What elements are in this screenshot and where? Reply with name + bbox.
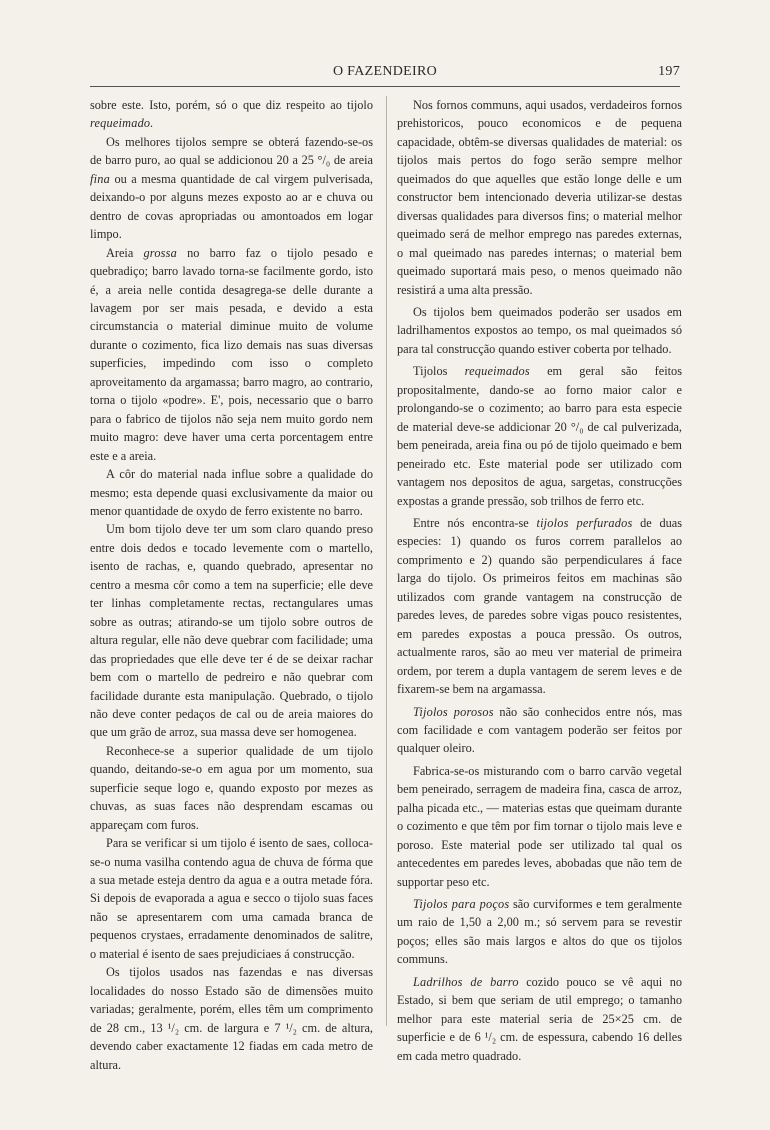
paragraph [397, 703, 682, 758]
italic-term: requeimados [464, 364, 530, 379]
paragraph [90, 244, 373, 465]
header-rule [90, 86, 680, 87]
paragraph: A côr do material nada influe sobre a qualidade do mesmo; esta depende quasi exclusivamente da maior ou menor quantidade de oxydo de ferro existente no barro. [90, 467, 373, 518]
paragraph: Reconhece-se a superior qualidade de um tijolo quando, deitando-se-o em agua por um momento, sua superficie seque logo e, quando exposto por mezes as chuvas, as suas faces não desprendam escamas ou appareçam com furos. [90, 743, 373, 832]
italic-term: grossa [143, 245, 177, 260]
italic-term: Tijolos para poços [413, 897, 510, 912]
paragraph: Os tijolos bem queimados poderão ser usados em ladrilhamentos expostos ao tempo, os mal queimados só para tal construcção quando estiver coberta por telhado. [397, 304, 682, 356]
italic-term: Ladrilhos de barro [413, 974, 519, 989]
text-run: são curviformes e tem geralmente um raio de 1,50 a 2,00 m.; só servem para se revestir poços; elles são mais largos e altos do que os tijolos communs. [397, 897, 682, 967]
paragraph [397, 895, 682, 969]
page-number: 197 [658, 64, 680, 79]
paragraph [90, 133, 373, 244]
column-divider [386, 96, 387, 1026]
journal-title: O FAZENDEIRO [332, 64, 438, 79]
text-run: Areia [106, 245, 144, 260]
text-run: não são conhecidos entre nós, mas com facilidade e com vantagem poderão ser feitos por qualquer oleiro. [397, 704, 682, 756]
text-run: Os melhores tijolos sempre se obterá fazendo-se-os de barro puro, ao qual se addicionou 20 a 25 °/₀ de areia [90, 134, 373, 168]
paragraph [397, 362, 682, 510]
paragraph: Um bom tijolo deve ter um som claro quando preso entre dois dedos e tocado levemente com o martello, isento de rachas, e, quando quebrado, apresentar no centro a mesma côr como a tem na superficie; elle deve ter linhas completamente rectas, rectangulares umas sobre as outras; atirando-se um tijolo sobre outros de altura regular, elle não deve quebrar com facilidade; uma das propriedades que elle deve ter é de se deixar rachar bem com o martello de pedreiro e não quebrar com facilidade durante esta manipulação. Quebrado, o tijolo não deve conter pedaços de cal ou de areia maiores do que um grão de arroz, sua massa deve ser homogenea. [90, 522, 373, 740]
right-column [397, 96, 682, 1065]
paragraph: Nos fornos communs, aqui usados, verdadeiros fornos prehistoricos, pouco economicos e de pequena capacidade, obtêm-se diversas qualidades de material: os tijolos mais pertos do fogo serão sempre melhor queimados do que aquelles que estão longe delle e um constructor bem intencionado deveria utilizar-se destas diversas qualidades para diversos fins; o material melhor queimado será de melhor emprego nas paredes externas, o mal queimado nas paredes internas; o material bem queimado suportará mais peso, o menos queimado não resistirá a uma alta pressão. [397, 98, 682, 297]
paragraph: Os tijolos usados nas fazendas e nas diversas localidades do nosso Estado são de dimensões muito variadas; geralmente, porém, elles têm um comprimento de 28 cm., 13 ¹/₂ cm. de largura e 7 ¹/₂ cm. de altura, devendo caber exactamente 12 fiadas em cada metro de altura. [90, 965, 373, 1072]
italic-term: tijolos perfurados [536, 515, 633, 530]
text-run: em geral são feitos propositalmente, dando-se ao forno maior calor e prolongando-se o cozimento; ao barro para esta especie de material deve-se addicionar 20 °/₀ de cal pulverizada, bem peneirada, areia fina ou pó de tijolo queimado e bem peneirado etc. Este material pode ser utilizado com vantagem nos depositos de agua, sargetas, construcções expostas a grande pressão, sob trilhos de ferro etc. [397, 364, 682, 508]
text-run: ou a mesma quantidade de cal virgem pulverisada, deixando-o por alguns mezes exposto ao ar e chuva ou dentro de covas apropriadas ou amontoados em logar limpo. [90, 171, 373, 242]
paragraph: Para se verificar si um tijolo é isento de saes, colloca-se-o numa vasilha contendo agua de chuva de fórma que a sua metade esteja dentro da agua e a outra metade fóra. Si depois de evaporada a agua e secco o tijolo suas faces não se apresentarem com uma camada branca de pequenos crystaes, erradamente denominados de salitre, o material é isento de saes prejudiciaes á construcção. [90, 836, 373, 961]
text-run: no barro faz o tijolo pesado e quebradiço; barro lavado torna-se facilmente gordo, isto é, a areia nelle contida desagrega-se delle durante a lavagem por ser mais pesada, e devido a esta circumstancia o material diminue muito de volume durante o cozimento, fica lizo demais nas suas diversas superficies, impedindo com isso o completo aproveitamento da argamassa; barro magro, ao contrario, torna o tijolo «podre». E', pois, necessario que o barro para o fabrico de tijolos não seja nem muito gordo nem muito magro: deve haver uma certa porcentagem entre este e a areia. [90, 245, 373, 463]
italic-term: requeimado. [90, 116, 154, 131]
running-header [90, 64, 680, 84]
italic-term: fina [90, 171, 110, 186]
italic-term: Tijolos porosos [413, 704, 494, 719]
text-run: cozido pouco se vê aqui no Estado, si bem que seriam de util emprego; o tamanho melhor para este material seria de 25×25 cm. de superficie e de 6 ¹/₂ cm. de espessura, cabendo 16 delles em cada metro quadrado. [397, 974, 682, 1063]
paragraph: Fabrica-se-os misturando com o barro carvão vegetal bem peneirado, serragem de madeira fina, casca de arroz, palha picada etc., — materias estas que queimam durante o cozimento e que têm por fim tornar o tijolo mais leve e poroso. Este material pode ser utilizado tal qual os antecedentes em paredes leves, abobadas que não tem de supportar peso etc. [397, 763, 682, 889]
paragraph [397, 973, 682, 1065]
text-run: sobre este. Isto, porém, só o que diz respeito ao tijolo [90, 98, 373, 112]
text-run: Entre nós encontra-se [413, 515, 537, 530]
left-column [90, 96, 373, 1074]
text-run: Tijolos [413, 364, 465, 379]
paragraph [90, 96, 373, 133]
text-run: de duas especies: 1) quando os furos correm parallelos ao comprimento e 2) quando são perpendiculares á face larga do tijolo. Os primeiros feitos em machinas são utilizados com grande vantagem na construcção de paredes leves, de paredes sobre vigas pouco resistentes, em paredes expostas a pouca pressão. Os outros, actualmente raros, são ao meu ver material de primeira ordem, por terem a dupla vantagem de serem leves e de fixarem-se bem na argamassa. [397, 515, 682, 697]
paragraph [397, 514, 682, 699]
